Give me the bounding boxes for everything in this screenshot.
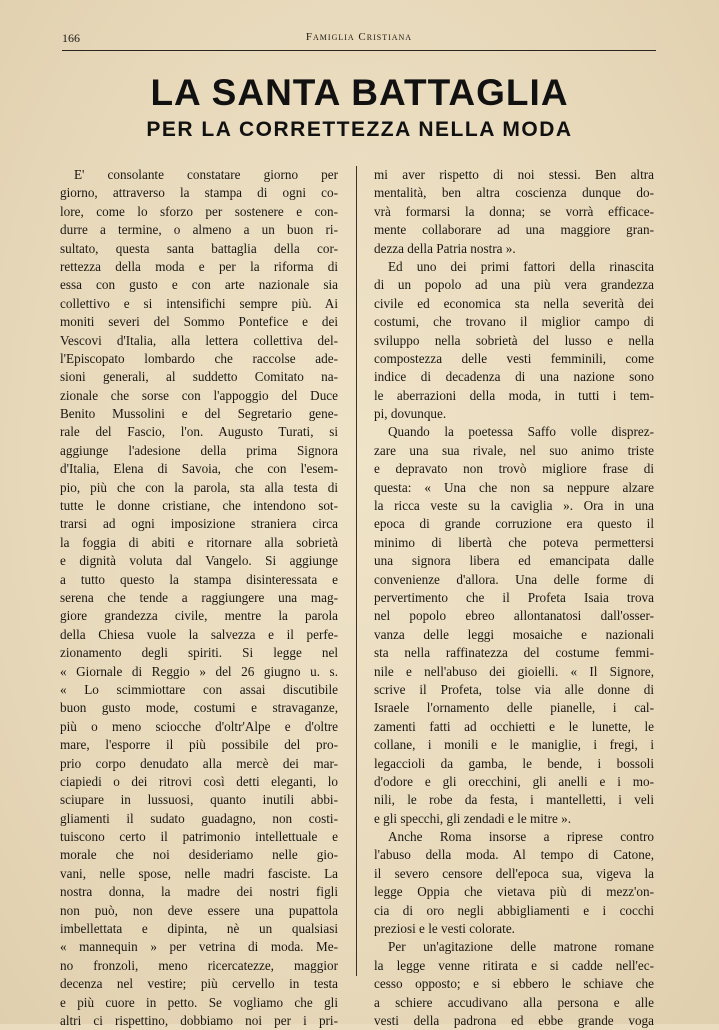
text-line: collettivo e si intensifichi sempre più. Ai bbox=[60, 295, 338, 311]
text-line: preziosi e le vesti colorate. bbox=[374, 921, 515, 937]
text-line: sta nella raffinatezza del costume femmi- bbox=[374, 645, 654, 661]
text-line: serena che tende a raggiungere una mag- bbox=[60, 589, 338, 605]
text-line: zionale che sorse con l'appoggio del Duce bbox=[60, 387, 338, 403]
text-line: sultato, questa santa battaglia della cor- bbox=[60, 240, 338, 256]
text-line: vani, nelle spose, nelle madri fasciste. La bbox=[60, 865, 338, 881]
text-line: una signora libera ed emancipata dalle bbox=[374, 553, 654, 569]
text-line: Per un'agitazione delle matrone romane bbox=[388, 939, 654, 955]
text-line: indice di decadenza di una nazione sono bbox=[374, 369, 654, 385]
text-line: « mannequin » per vetrina di moda. Me- bbox=[60, 939, 338, 955]
text-line: durre a termine, o almeno a un buon ri- bbox=[60, 222, 338, 238]
text-line: nostra donna, la madre dei nostri figli bbox=[60, 884, 338, 900]
text-line: morale che noi desideriamo nelle gio- bbox=[60, 847, 338, 863]
text-line: compostezza delle vesti femminili, come bbox=[374, 350, 654, 366]
text-line: mentalità, ben altra coscienza dunque do- bbox=[374, 185, 654, 201]
text-line: nel popolo ebreo allontanatosi dall'osser- bbox=[374, 608, 654, 624]
text-line: il severo censore dell'epoca sua, vigeva la bbox=[374, 865, 654, 881]
text-line: d'odore e gli orecchini, gli anelli e i mo- bbox=[374, 773, 654, 789]
text-line: mare, l'esporre il più possibile del pro- bbox=[60, 737, 338, 753]
text-line: Vescovi d'Italia, alla lettera collettiva del- bbox=[60, 332, 338, 348]
running-head: Famiglia Cristiana bbox=[305, 31, 413, 43]
left-text-column bbox=[60, 166, 338, 1030]
column-divider bbox=[356, 166, 357, 976]
text-line: l'Episcopato lombardo che raccolse ade- bbox=[60, 350, 338, 366]
text-line: moniti severi del Sommo Pontefice e dei bbox=[60, 314, 338, 330]
text-line: mi aver rispetto di noi stessi. Ben altra bbox=[374, 167, 654, 182]
text-line: vanza delle leggi mosaiche e nazionali bbox=[374, 626, 654, 642]
text-line: pio, più che con la parola, sta alla testa di bbox=[60, 479, 338, 495]
text-line: decenza nel vestire; più cervello in testa bbox=[60, 976, 338, 992]
text-line: d'Italia, Elena di Savoia, che con l'esem- bbox=[60, 461, 338, 477]
text-line: gliamenti il sudato guadagno, non costi- bbox=[60, 810, 338, 826]
text-line: la legge venne ritirata e si cadde nell'ec- bbox=[374, 957, 654, 973]
text-line: a tutto questo la stampa disinteressata e bbox=[60, 571, 338, 587]
text-line: sioni generali, al suddetto Comitato na- bbox=[60, 369, 338, 385]
text-line: a schiere accudivano alla persona e alle bbox=[374, 994, 654, 1010]
right-text-column bbox=[374, 166, 654, 1030]
text-line: zionamento degli spiriti. Si legge nel bbox=[60, 645, 338, 661]
text-line: no fronzoli, meno ricercatezze, maggior bbox=[60, 957, 338, 973]
text-line: rale del Fascio, l'on. Augusto Turati, si bbox=[60, 424, 338, 440]
text-line: legaccioli da gamba, le bende, i bossoli bbox=[374, 755, 654, 771]
text-line: aggiunge l'adesione della prima Signora bbox=[60, 442, 338, 458]
text-line: pi, dovunque. bbox=[374, 406, 447, 422]
article-subtitle: PER LA CORRETTEZZA NELLA MODA bbox=[146, 118, 573, 141]
text-line: altri ci rispettino, dobbiamo noi per i pri- bbox=[60, 1012, 338, 1028]
text-line: la ricca veste su la caviglia ». Ora in una bbox=[374, 498, 654, 514]
text-line: collane, i monili e le maniglie, i fregi, i bbox=[374, 737, 654, 753]
text-line: zare una sua rivale, nel suo animo triste bbox=[374, 442, 654, 458]
text-line: Benito Mussolini e del Segretario gene- bbox=[60, 406, 338, 422]
page-header bbox=[62, 28, 656, 51]
text-line: « Lo scimmiottare con assai discutibile bbox=[60, 681, 338, 697]
text-line: zamenti fatti ad occhietti e le lunette, le bbox=[374, 718, 654, 734]
text-line: « Giornale di Reggio » del 26 giugno u. s. bbox=[60, 663, 338, 679]
text-line: la foggia di abiti e ritornare alla sobrietà bbox=[60, 534, 338, 550]
text-line: imbellettata e dipinta, nè un qualsiasi bbox=[60, 921, 338, 937]
page-number: 166 bbox=[62, 31, 80, 45]
text-line: dezza della Patria nostra ». bbox=[374, 240, 516, 256]
text-line: lore, come lo sforzo per sostenere e con- bbox=[60, 203, 338, 219]
text-line: buon gusto mode, costumi e stravaganze, bbox=[60, 700, 338, 716]
text-line: vrà formarsi la donna; se vorrà efficace- bbox=[374, 203, 654, 219]
text-line: prio corpo denudato alla mercè dei mar- bbox=[60, 755, 338, 771]
text-line: l'abuso della moda. Al tempo di Catone, bbox=[374, 847, 654, 863]
article-title: LA SANTA BATTAGLIA bbox=[150, 72, 569, 113]
text-line: della Chiesa vuole la salvezza e il perfe- bbox=[60, 626, 338, 642]
text-line: nili, le robe da festa, i mantelletti, i veli bbox=[374, 792, 654, 808]
text-line: tuiscono certo il patrimonio intellettuale e bbox=[60, 829, 338, 845]
text-line: e dignità voluta dal Vangelo. Si aggiunge bbox=[60, 553, 338, 569]
text-line: e depravato non trovò migliore frase di bbox=[374, 461, 654, 477]
text-line: costumi, che trovano il miglior campo di bbox=[374, 314, 654, 330]
text-line: ciapiedi o dei ritrovi così detti eleganti, lo bbox=[60, 773, 338, 789]
text-line: sciupare in lussuosi, quanto inutili abbi- bbox=[60, 792, 338, 808]
text-line: vesti della padrona ed ebbe grande voga bbox=[374, 1012, 654, 1028]
text-line: scrive il Profeta, tolse via alle donne di bbox=[374, 681, 654, 697]
text-line: E' consolante constatare giorno per bbox=[74, 167, 338, 182]
text-line: nile e nell'abuso dei gioielli. « Il Signore, bbox=[374, 663, 654, 679]
text-line: Quando la poetessa Saffo volle disprez- bbox=[388, 424, 654, 440]
text-line: epoca di grande corruzione era questo il bbox=[374, 516, 654, 532]
text-line: sviluppo nella sobrietà del lusso e nella bbox=[374, 332, 654, 348]
text-line: più o meno sciocche d'oltr'Alpe e d'oltre bbox=[60, 718, 338, 734]
text-line: Israele l'ornamento delle pianelle, i cal- bbox=[374, 700, 654, 716]
text-line: rettezza della moda e per la riforma di bbox=[60, 258, 338, 274]
text-line: minimo di libertà che poteva permettersi bbox=[374, 534, 654, 550]
text-line: le aberrazioni della moda, in tutti i tem- bbox=[374, 387, 654, 403]
text-line: civile ed economica sta nella severità dei bbox=[374, 295, 654, 311]
text-line: giore grandezza civile, mentre la parola bbox=[60, 608, 338, 624]
text-line: convenienze d'allora. Una delle forme di bbox=[374, 571, 654, 587]
text-line: e più cuore in petto. Se vogliamo che gli bbox=[60, 994, 338, 1010]
text-line: e gli specchi, gli zendadi e le mitre ». bbox=[374, 810, 572, 826]
text-line: mente collaborare ad una maggiore gran- bbox=[374, 222, 654, 238]
text-line: non può, non deve essere una pupattola bbox=[60, 902, 338, 918]
text-line: essa con gusto e con arte nazionale sia bbox=[60, 277, 338, 293]
text-line: trarsi ad ogni imposizione straniera circa bbox=[60, 516, 338, 532]
text-line: di un popolo ad una più vera grandezza bbox=[374, 277, 654, 293]
text-line: legge Oppia che vietava più di mezz'on- bbox=[374, 884, 654, 900]
text-line: tutte le donne cristiane, che intendono sot- bbox=[60, 498, 338, 514]
text-line: giorno, attraverso la stampa di ogni co- bbox=[60, 185, 338, 201]
text-line: questa: « Una che non sa neppure alzare bbox=[374, 479, 654, 495]
text-line: Ed uno dei primi fattori della rinascita bbox=[388, 258, 654, 274]
text-line: cia di oro negli abbigliamenti e i cocchi bbox=[374, 902, 654, 918]
text-line: pervertimento che il Profeta Isaia trova bbox=[374, 589, 654, 605]
text-line: Anche Roma insorse a riprese contro bbox=[388, 829, 654, 845]
text-line: cesso opposto; e si ebbero le schiave che bbox=[374, 976, 654, 992]
